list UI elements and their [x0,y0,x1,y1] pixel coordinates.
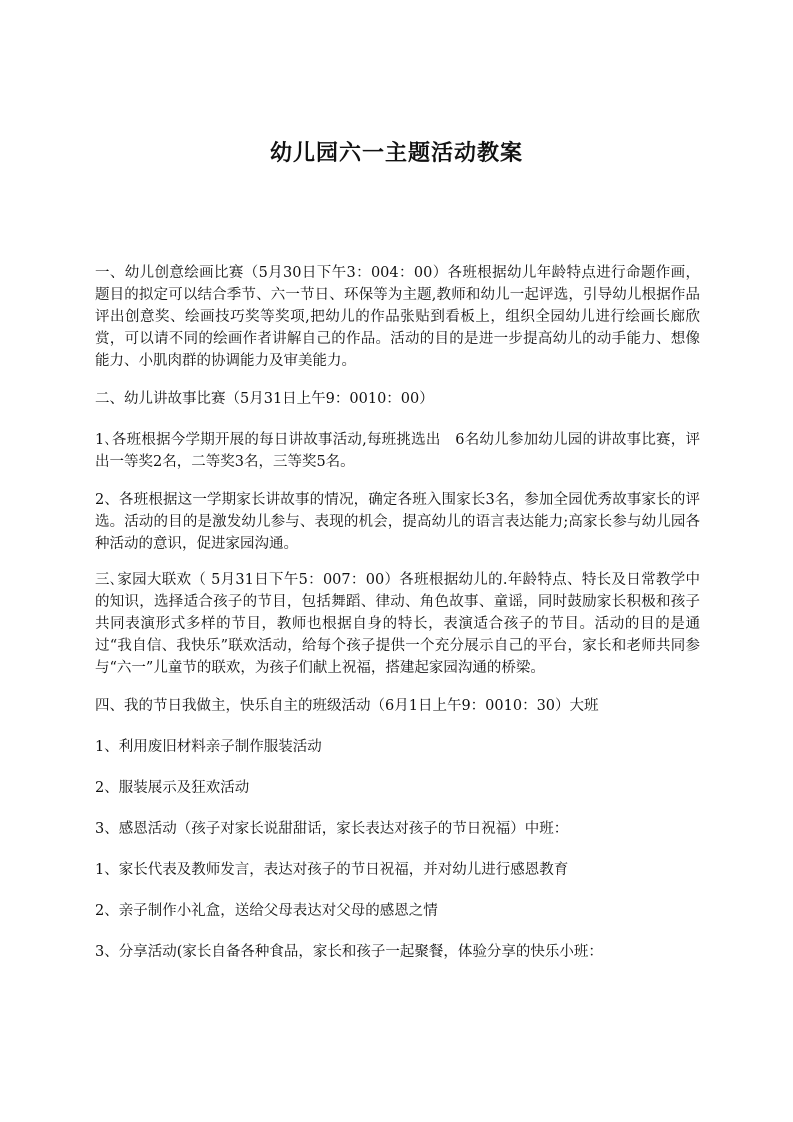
list-item: 1、利用废旧材料亲子制作服装活动 [95,739,322,755]
list-item: 1、家长代表及教师发言，表达对孩子的节日祝福，并对幼儿进行感恩教育 [95,862,569,878]
list-item: 2、亲子制作小礼盒，送给父母表达对父母的感恩之情 [95,903,438,919]
paragraph-family-party: 三､家园大联欢（ 5月31日下午5：007：00）各班根据幼儿的.年龄特点、特长及日常教学中的知识，选择适合孩子的节目，包括舞蹈、律动、角色故事、童谣，同时鼓励家长积极和孩子共同表演形式多样的节目，教师也根据自身的特长，表演适合孩子的节目。活动的目的是通过“我自信、我快乐”联欢活动，给每个孩子提供一个充分展示自己的平台，家长和老师共同参与“六一”儿童节的联欢，为孩子们献上祝福，搭建起家园沟通的桥梁。 [95,572,700,676]
paragraph-class-activities-heading: 四、我的节日我做主，快乐自主的班级活动（6月1日上午9：0010：30）大班 [95,698,599,714]
list-item: 3、分享活动(家长自备各种食品，家长和孩子一起聚餐，体验分享的快乐小班： [95,944,603,960]
paragraph-storytelling-heading: 二、幼儿讲故事比赛（5月31日上午9：0010：00） [95,391,434,407]
list-item: 3、感恩活动（孩子对家长说甜甜话，家长表达对孩子的节日祝福）中班： [95,821,569,837]
paragraph-drawing-contest: 一、幼儿创意绘画比赛（5月30日下午3：004：00）各班根据幼儿年龄特点进行命题作画，题目的拟定可以结合季节、六一节日、环保等为主题,教师和幼儿一起评选，引导幼儿根据作品评出创意奖、绘画技巧奖等奖项,把幼儿的作品张贴到看板上，组织全园幼儿进行绘画长廊欣赏，可以请不同的绘画作者讲解自己的作品。活动的目的是进一步提高幼儿的动手能力、想像能力、小肌肉群的协调能力及审美能力。 [95,265,700,369]
document-body [95,262,700,982]
list-item: 2、服装展示及狂欢活动 [95,780,250,796]
document-title: 幼儿园六一主题活动教案 [269,141,523,166]
paragraph-storytelling-children: 1､各班根据今学期开展的每日讲故事活动,每班挑选出 6名幼儿参加幼儿园的讲故事比赛，评出一等奖2名，二等奖3名，三等奖5名。 [95,432,700,470]
paragraph-storytelling-parents: 2、各班根据这一学期家长讲故事的情况，确定各班入围家长3名，参加全园优秀故事家长的评选。活动的目的是激发幼儿参与、表现的机会，提高幼儿的语言表达能力;高家长参与幼儿园各种活动的意识，促进家园沟通。 [95,492,700,552]
